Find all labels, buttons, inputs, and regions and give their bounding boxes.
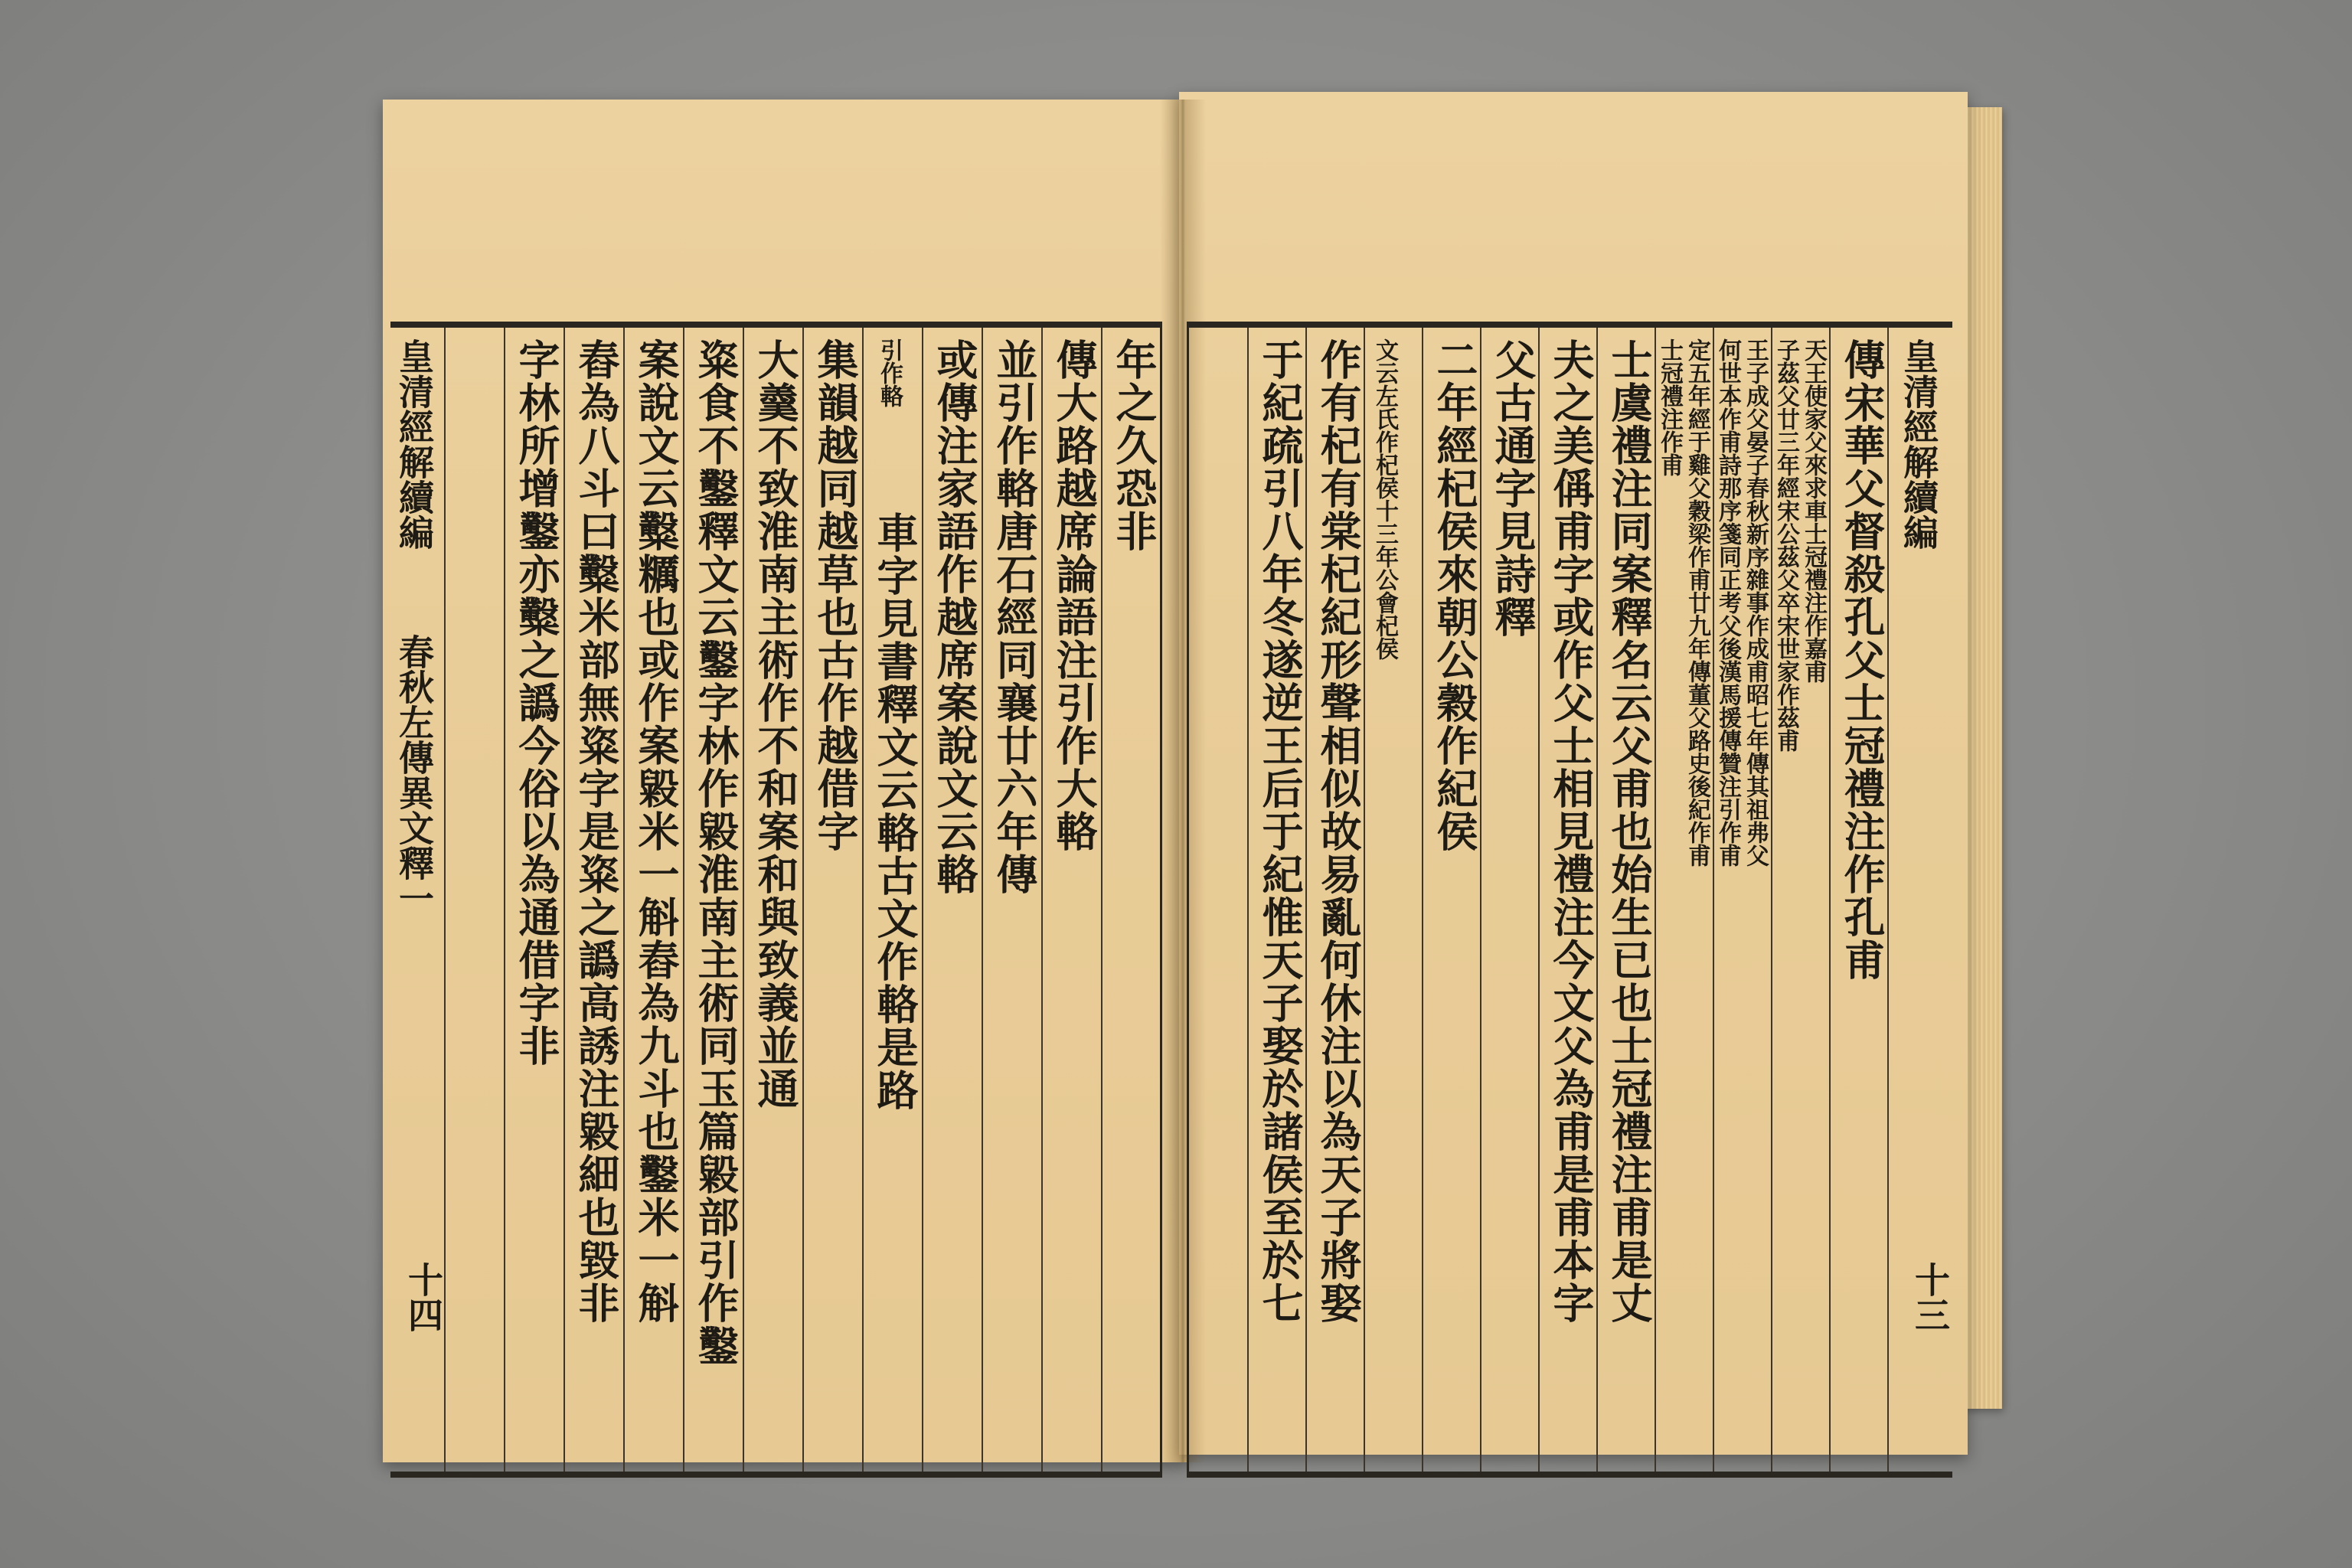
page-edges <box>1964 107 2002 1409</box>
right-col-9: 夫之美偁甫字或作父士相見禮注今文父為甫是甫本字 <box>1547 338 1596 1325</box>
left-col-5: 引作輅 <box>876 338 903 407</box>
left-col-12: 字林所增鑿亦糳之譌今俗以為通借字非 <box>512 338 561 1067</box>
left-margin-title: 皇清經解續編 <box>394 338 435 550</box>
left-col-9: 粢食不鑿釋文云鑿字林作毇淮南主術同玉篇毇部引作鑿 <box>691 338 740 1367</box>
left-margin-subtitle: 春秋左傳異文釋一 <box>394 634 435 916</box>
right-col-4: 王子成父晏子春秋新序雜事作成甫昭七年傳其祖弗父 <box>1742 338 1769 867</box>
left-col-11: 舂為八斗曰糳米部無粢字是粢之譌高誘注毇細也毀非 <box>572 338 621 1325</box>
left-col-6: 車字見書釋文云輅古文作輅是路 <box>871 511 920 1112</box>
left-col-8: 大羹不致淮南主術作不和案和與致義並通 <box>751 338 800 1110</box>
right-col-1: 傳宋華父督殺孔父士冠禮注作孔甫 <box>1838 338 1886 982</box>
right-col-10: 父古通字見詩釋 <box>1488 338 1537 639</box>
right-col-2: 天王使家父來求車士冠禮注作嘉甫 <box>1800 338 1827 683</box>
right-col-7: 士冠禮注作甫 <box>1656 338 1683 476</box>
right-col-3: 子茲父廿三年經宋公茲父卒宋世家作茲甫 <box>1772 338 1799 752</box>
right-col-6: 定五年經于雞父穀梁作甫廿九年傳董父路史後紀作甫 <box>1684 338 1710 867</box>
left-text-frame <box>390 322 1162 1478</box>
right-text-frame <box>1187 322 1952 1478</box>
left-col-3: 並引作輅唐石經同襄廿六年傳 <box>990 338 1039 896</box>
right-col-8: 士虞禮注同案釋名云父甫也始生已也士冠禮注甫是丈 <box>1605 338 1654 1325</box>
right-col-12: 文云左氏作杞侯十三年公會杞侯 <box>1371 338 1398 660</box>
right-margin-title: 皇清經解續編 <box>1898 338 1939 550</box>
right-col-5: 何世本作甫詩那序箋同正考父後漢馬援傳贊注引作甫 <box>1714 338 1741 867</box>
right-col-13: 作有杞有棠杞紀形聲相似故易亂何休注以為天子將娶 <box>1314 338 1363 1325</box>
left-col-1: 年之久恐非 <box>1109 338 1158 553</box>
left-col-4: 或傳注家語作越席案說文云輅 <box>930 338 979 896</box>
left-col-7: 集韻越同越草也古作越借字 <box>811 338 860 853</box>
left-col-2: 傳大路越席論語注引作大輅 <box>1050 338 1099 853</box>
right-col-14: 于紀疏引八年冬遂逆王后于紀惟天子娶於諸侯至於七 <box>1256 338 1305 1325</box>
open-book <box>360 92 2006 1462</box>
right-col-11: 二年經杞侯來朝公穀作紀侯 <box>1430 338 1479 853</box>
left-col-10: 案說文云糳糲也或作案毇米一斛舂為九斗也鑿米一斛 <box>632 338 681 1325</box>
right-page-number: 十三 <box>1909 1262 1951 1332</box>
left-page-number: 十四 <box>403 1262 444 1332</box>
